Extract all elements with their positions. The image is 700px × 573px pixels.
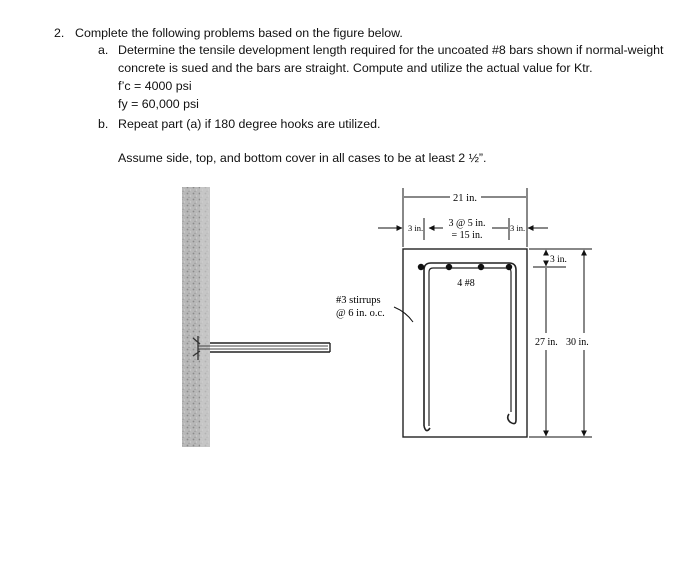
cover-assumption: Assume side, top, and bottom cover in all cases to be at least 2 ½”. [118,151,487,165]
rebar-4 [506,264,512,270]
rebar-2 [446,264,452,270]
part-a-marker: a. [98,43,109,57]
fy-value: fy = 60,000 psi [118,97,199,111]
dim-width-total: 21 in. [453,193,477,204]
dim-right-cover: 3 in. [510,223,526,233]
dim-left-cover: 3 in. [408,223,424,233]
stirrups-label-line2: @ 6 in. o.c. [336,308,385,319]
part-b-marker: b. [98,117,109,131]
dim-spacing-line1: 3 @ 5 in. [448,218,486,229]
stirrups-label-line1: #3 stirrups [336,295,381,306]
part-b-text: Repeat part (a) if 180 degree hooks are utilized. [118,117,381,131]
dim-top-cover: 3 in. [550,255,567,265]
dim-spacing-line2: = 15 in. [451,230,483,241]
part-a-text-line2: concrete is sued and the bars are straight. Compute and utilize the actual value for Ktr. [118,61,593,75]
fc-value: f’c = 4000 psi [118,79,192,93]
bars-label: 4 #8 [457,278,475,289]
rebar-3 [478,264,484,270]
problem-number: 2. [54,26,65,40]
dim-effective-depth: 27 in. [535,337,558,348]
part-a-text-line1: Determine the tensile development length required for the uncoated #8 bars shown if normal-weight [118,43,664,57]
beam-elevation [193,336,330,360]
rebar-1 [418,264,424,270]
problem-intro: Complete the following problems based on the figure below. [75,26,403,40]
dim-total-depth: 30 in. [566,337,589,348]
